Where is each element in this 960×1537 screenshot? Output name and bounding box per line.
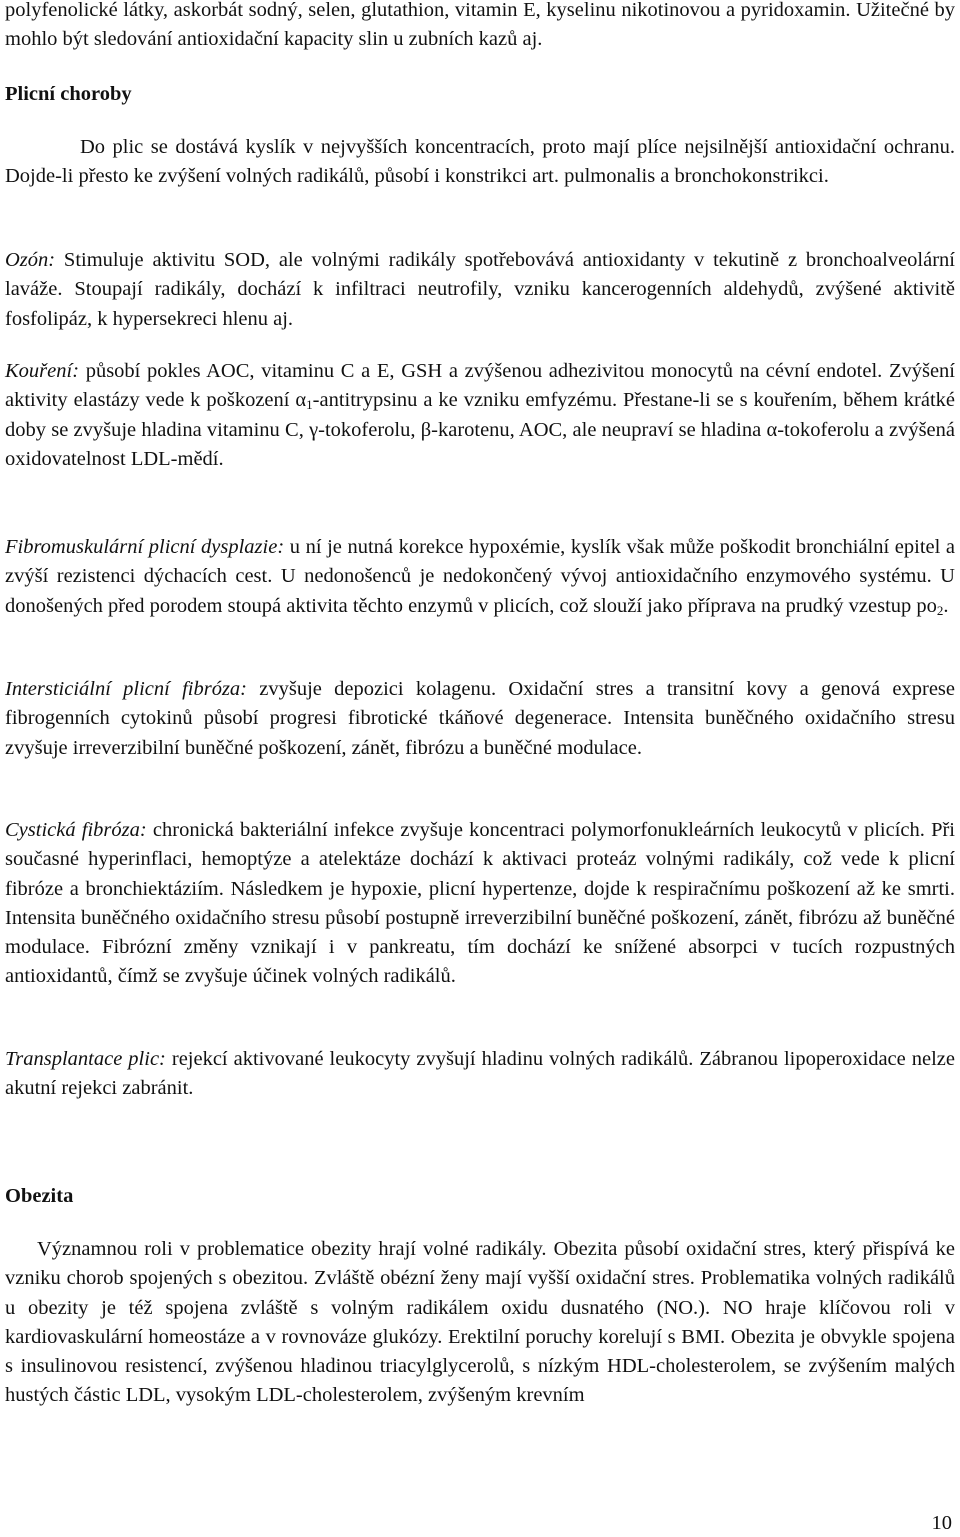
- smoking-text-b: -antitrypsinu a ke vzniku emfyzému. Přestane-li se s kouřením, během krátké doby se zvyšuje hladina vitaminu C,: [5, 389, 955, 441]
- paragraph-lungs-intro: [5, 133, 955, 192]
- term-fibromuscular: Fibromuskulární plicní dysplazie:: [5, 536, 285, 558]
- term-interstitial: Intersticiální plicní fibróza:: [5, 678, 248, 700]
- obesity-text: Významnou roli v problematice obezity hrají volné radikály. Obezita působí oxidační stres, který přispívá ke vzniku chorob spojených s obezitou. Zvláště obézní ženy mají vyšší oxidační stres. Problematika volných radikálů u obezity je též spojena zvláště s volným radikálem oxidu dusnatého (NO.). NO hraje klíčovou roli v kardiovaskulární homeostáze a v rovnováze glukózy. Erektilní poruchy korelují s BMI. Obezita je obvykle spojena s insulinovou resistencí, zvýšenou hladinou triacylglycerolů, s nízkým HDL-cholesterolem, se zvýšením malých hustých částic LDL, vysokým LDL-cholesterolem, zvýšeným krevním: [5, 1238, 955, 1407]
- cystic-fibrosis-text: chronická bakteriální infekce zvyšuje koncentraci polymorfonukleárních leukocytů v plicích. Při současné hyperinflaci, hemoptýze a atelektáze dochází k aktivaci proteáz volnými radikály, což vede k plicní fibróze a bronchiektáziím. Následkem je hypoxie, plicní hypertenze, dojde k respiračnímu poškození až ke smrti. Intensita buněčného oxidačního stresu působí postupně irreverzibilní buněčné poškození, zánět, fibrózu až buněčné modulace. Fibrózní změny vznikají i v pankreatu, tím dochází ke snížené absorpci v tucích rozpustných antioxidantů, čímž se zvyšuje účinek volných radikálů.: [5, 819, 955, 988]
- term-cystic-fibrosis: Cystická fibróza:: [5, 819, 147, 841]
- paragraph-fibromuscular: [5, 533, 955, 621]
- paragraph-obesity: [5, 1235, 955, 1411]
- interstitial-text: zvyšuje depozici kolagenu. Oxidační stres a transitní kovy a genová exprese fibrogenních cytokinů působí progresi fibrotické tkáňové degenerace. Intensita buněčného oxidačního stresu zvyšuje irreverzibilní buněčné poškození, zánět, fibrózu a buněčné modulace.: [5, 678, 955, 759]
- lungs-intro-text: Do plic se dostává kyslík v nejvyšších koncentracích, proto mají plíce nejsilnější antioxidační ochranu. Dojde-li přesto ke zvýšení volných radikálů, působí i konstrikci art. pulmonalis a bronchokonstrikci.: [5, 136, 955, 188]
- paragraph-cystic-fibrosis: [5, 816, 955, 992]
- page-number: 10: [931, 1512, 952, 1534]
- paragraph-carryover: polyfenolické látky, askorbát sodný, selen, glutathion, vitamin E, kyselinu nikotinovou a pyridoxamin. Užitečné by mohlo být sledování antioxidační kapacity slin u zubních kazů aj.: [5, 0, 955, 51]
- paragraph-ozone: [5, 246, 955, 334]
- smoking-text-a: působí pokles AOC, vitaminu C a E, GSH a zvýšenou adhezivitou monocytů na cévní endotel. Zvýšení aktivity elastázy vede k poškození: [5, 360, 955, 412]
- subscript-1: 1: [306, 397, 313, 413]
- smoking-text-c: -tokoferolu,: [318, 418, 421, 441]
- symbol-beta: β: [420, 418, 432, 441]
- subscript-2: 2: [936, 602, 944, 618]
- symbol-gamma: γ: [309, 418, 319, 441]
- ozone-text: Stimuluje aktivitu SOD, ale volnými radikály spotřebovává antioxidanty v tekutině z bronchoalveolární laváže. Stoupají radikály, dochází k infiltraci neutrofily, vzniku kancerogenních aldehydů, zvýšené aktivitě fosfolipáz, k hypersekreci hlenu aj.: [5, 249, 955, 330]
- term-ozone: Ozón:: [5, 249, 56, 271]
- fibromuscular-end: .: [943, 594, 949, 617]
- section-heading-obesity: Obezita: [5, 1185, 74, 1207]
- symbol-alpha: α: [295, 389, 307, 412]
- paragraph-transplant: [5, 1045, 955, 1104]
- transplant-text: rejekcí aktivované leukocyty zvyšují hladinu volných radikálů. Zábranou lipoperoxidace nelze akutní rejekci zabránit.: [5, 1048, 955, 1100]
- smoking-text-d: -karotenu, AOC, ale neupraví se hladina: [431, 418, 767, 441]
- term-smoking: Kouření:: [5, 360, 80, 382]
- section-heading-lungs: Plicní choroby: [5, 83, 132, 105]
- paragraph-smoking: [5, 357, 955, 474]
- paragraph-interstitial: [5, 675, 955, 763]
- symbol-alpha-2: α: [766, 418, 778, 441]
- term-transplant: Transplantace plic:: [5, 1048, 166, 1070]
- fibromuscular-text: u ní je nutná korekce hypoxémie, kyslík však může poškodit bronchiální epitel a zvýší rezistenci dýchacích cest. U nedonošenců je nedokončený vývoj antioxidačního enzymového systému. U donošených před porodem stoupá aktivita těchto enzymů v plicích, což slouží jako příprava na prudký vzestup po: [5, 536, 955, 617]
- smoking-text-e: -tokoferolu a zvýšená oxidovatelnost LDL-mědí.: [5, 418, 956, 470]
